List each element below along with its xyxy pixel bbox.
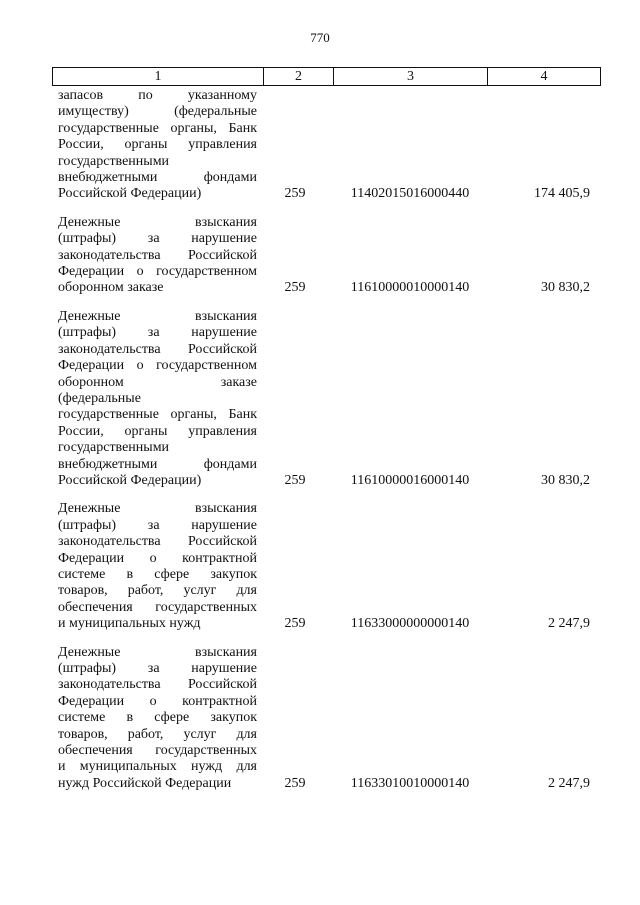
row-description	[52, 501, 257, 632]
row-chapter-code: 259	[284, 280, 306, 296]
row-description	[52, 309, 257, 489]
column-header-row	[53, 68, 601, 86]
row-chapter-code: 259	[284, 616, 306, 632]
description-line: товаров, работ, услуг для	[58, 726, 257, 742]
description-line: и муниципальных нужд	[58, 616, 201, 632]
row-amount: 30 830,2	[541, 280, 590, 296]
description-line: оборонном заказе	[58, 374, 257, 390]
row-classification-code: 11402015016000440	[350, 186, 470, 202]
description-line: (штрафы) за нарушение	[58, 517, 257, 533]
column-header-4: 4	[488, 68, 601, 86]
description-line: законодательства Российской	[58, 247, 257, 263]
column-header-2: 2	[264, 68, 334, 86]
row-amount: 2 247,9	[548, 775, 590, 791]
row-classification-code: 11633010010000140	[350, 775, 470, 791]
description-line: Федерации о контрактной	[58, 693, 257, 709]
row-classification-code: 11610000010000140	[350, 280, 470, 296]
description-line: товаров, работ, услуг для	[58, 583, 257, 599]
description-line: (федеральные	[58, 390, 141, 406]
description-line: Денежные взыскания	[58, 644, 257, 660]
description-line: Денежные взыскания	[58, 214, 257, 230]
column-header-table	[52, 67, 601, 86]
row-chapter-code: 259	[284, 472, 306, 488]
row-amount: 30 830,2	[541, 472, 590, 488]
description-line: внебюджетными фондами	[58, 456, 257, 472]
description-line: России, органы управления	[58, 423, 257, 439]
description-line: России, органы управления	[58, 137, 257, 153]
description-line: (штрафы) за нарушение	[58, 231, 257, 247]
description-line: законодательства Российской	[58, 534, 257, 550]
description-line: Российской Федерации)	[58, 186, 202, 202]
row-description	[52, 215, 257, 297]
row-description	[52, 645, 257, 793]
description-line: Российской Федерации)	[58, 472, 202, 488]
row-classification-code: 11610000016000140	[350, 472, 470, 488]
table-row	[52, 501, 600, 632]
row-description	[52, 88, 257, 203]
row-chapter-code: 259	[284, 186, 306, 202]
description-line: обеспечения государственных	[58, 599, 257, 615]
description-line: государственными	[58, 153, 170, 169]
description-line: Федерации о государственном	[58, 264, 257, 280]
row-classification-code: 11633000000000140	[350, 616, 470, 632]
table-row	[52, 215, 600, 297]
row-amount: 174 405,9	[534, 186, 590, 202]
description-line: государственные органы, Банк	[58, 120, 257, 136]
table-row	[52, 645, 600, 793]
description-line: законодательства Российской	[58, 677, 257, 693]
description-line: запасов по указанному	[58, 88, 257, 103]
description-line: государственные органы, Банк	[58, 407, 257, 423]
page-number: 770	[310, 30, 330, 45]
description-line: нужд Российской Федерации	[58, 775, 232, 791]
description-line: внебюджетными фондами	[58, 170, 257, 186]
row-amount: 2 247,9	[548, 616, 590, 632]
description-line: системе в сфере закупок	[58, 566, 257, 582]
column-header-1: 1	[53, 68, 264, 86]
description-line: Федерации о государственном	[58, 358, 257, 374]
table-row	[52, 88, 600, 203]
description-line: имуществу) (федеральные	[58, 104, 257, 120]
column-header-3: 3	[334, 68, 488, 86]
table-row	[52, 309, 600, 489]
description-line: обеспечения государственных	[58, 743, 257, 759]
description-line: государственными	[58, 440, 170, 456]
description-line: Денежные взыскания	[58, 308, 257, 324]
description-line: системе в сфере закупок	[58, 710, 257, 726]
row-chapter-code: 259	[284, 775, 306, 791]
description-line: Денежные взыскания	[58, 501, 257, 517]
description-line: (штрафы) за нарушение	[58, 661, 257, 676]
description-line: законодательства Российской	[58, 341, 257, 357]
description-line: и муниципальных нужд для	[58, 759, 257, 775]
budget-table-body	[52, 88, 600, 792]
description-line: (штрафы) за нарушение	[58, 325, 257, 341]
description-line: Федерации о контрактной	[58, 550, 257, 566]
description-line: оборонном заказе	[58, 280, 164, 296]
